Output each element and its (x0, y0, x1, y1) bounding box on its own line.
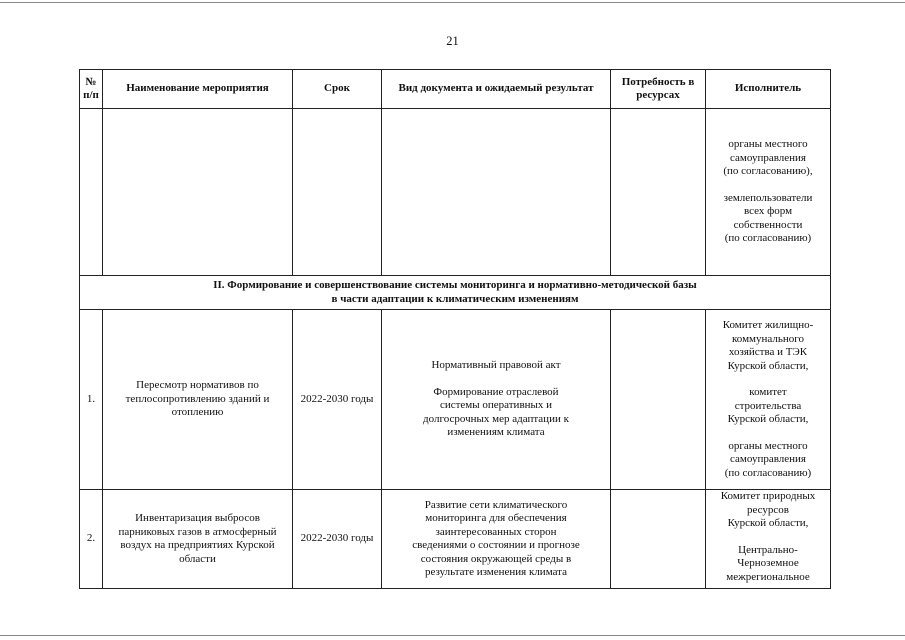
exec-line: хозяйства и ТЭК (728, 346, 808, 358)
exec-line: органы местного (728, 439, 808, 452)
table-row (80, 490, 831, 589)
exec-line: межрегиональное (726, 570, 810, 583)
cont-name-cell (103, 109, 293, 276)
section-header-row (80, 276, 831, 310)
continuation-row (80, 109, 831, 276)
row-need (611, 490, 706, 589)
exec-line: коммунального (732, 332, 804, 345)
row-exec (706, 310, 831, 490)
doc-paragraph: Нормативный правовой акт (431, 359, 561, 372)
page-top-edge (0, 2, 905, 3)
header-name: Наименование мероприятия (103, 70, 293, 109)
cont-term-cell (293, 109, 382, 276)
exec-line: (по согласованию) (724, 466, 812, 479)
doc-paragraph: Развитие сети климатического мониторинга для обеспечения заинтересованных сторон сведениями о состоянии и прогнозе состояния окружающей среды в результате изменения климата (412, 498, 580, 578)
section-title-line1: II. Формирование и совершенствование системы мониторинга и нормативно-методической базы (213, 279, 697, 291)
exec-line: землепользователи (723, 191, 813, 204)
header-exec: Исполнитель (706, 70, 831, 109)
row-num: 2. (80, 490, 103, 589)
table-row (80, 310, 831, 490)
exec-line: ресурсов (747, 503, 789, 516)
exec-line: органы местного (728, 138, 808, 151)
exec-line: Черноземное (737, 557, 799, 569)
exec-line: (по согласованию) (724, 232, 812, 245)
cont-doc-cell (382, 109, 611, 276)
exec-line: комитет (749, 386, 787, 398)
cont-exec-cell (706, 109, 831, 276)
row-exec (706, 490, 831, 589)
page-bottom-edge (0, 635, 905, 636)
header-doc: Вид документа и ожидаемый результат (382, 70, 611, 109)
row-doc (382, 310, 611, 490)
table-header-row (80, 70, 831, 109)
exec-line: Комитет природных (720, 490, 816, 502)
header-num: № п/п (80, 70, 103, 109)
row-term: 2022-2030 годы (293, 310, 382, 490)
cont-need-cell (611, 109, 706, 276)
measures-table (79, 69, 831, 589)
row-need (611, 310, 706, 490)
section-title-line2: в части адаптации к климатическим изменениям (331, 292, 579, 305)
exec-line: Курской области, (727, 517, 809, 529)
exec-line: Курской области, (727, 413, 809, 425)
row-num: 1. (80, 310, 103, 490)
exec-line: всех форм (743, 205, 793, 218)
exec-line: самоуправления (730, 151, 806, 164)
exec-line: Центрально- (738, 543, 798, 556)
page-number: 21 (446, 34, 459, 48)
cont-num-cell (80, 109, 103, 276)
header-term: Срок (293, 70, 382, 109)
exec-line: собственности (733, 218, 803, 231)
row-name: Пересмотр нормативов по теплосопротивлению зданий и отоплению (103, 310, 293, 490)
doc-paragraph: Формирование отраслевой системы оперативных и долгосрочных мер адаптации к изменениям климата (423, 385, 569, 439)
exec-line: строительства (734, 399, 802, 412)
row-doc (382, 490, 611, 589)
exec-line: Курской области, (727, 359, 809, 372)
header-need: Потребность в ресурсах (611, 70, 706, 109)
section-title (80, 276, 831, 310)
exec-line: Комитет жилищно- (722, 319, 814, 331)
row-term: 2022-2030 годы (293, 490, 382, 589)
row-name: Инвентаризация выбросов парниковых газов в атмосферный воздух на предприятиях Курской области (103, 490, 293, 589)
exec-line: самоуправления (730, 453, 806, 465)
exec-line: (по согласованию), (723, 165, 813, 178)
